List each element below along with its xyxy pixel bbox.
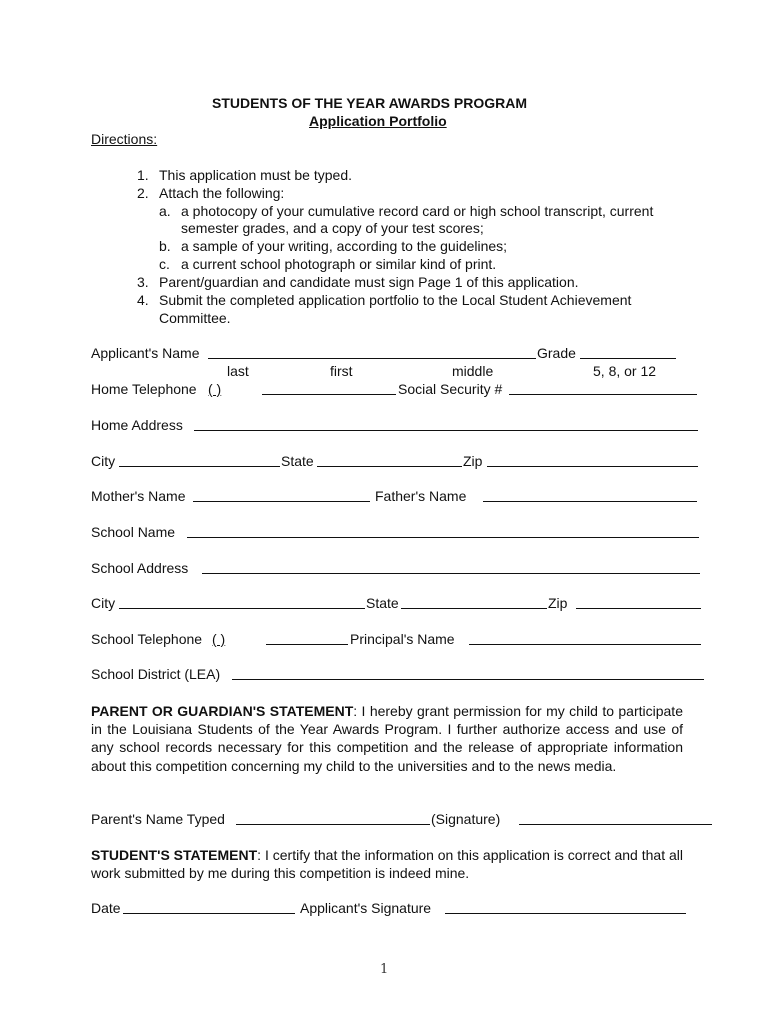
applicant-signature-field[interactable]	[445, 913, 686, 914]
home-address-field[interactable]	[194, 430, 698, 431]
school-telephone-label: School Telephone	[91, 631, 203, 647]
direction-subitem: semester grades, and a copy of your test scores;	[181, 220, 484, 236]
state-field[interactable]	[317, 466, 462, 467]
school-name-field[interactable]	[187, 537, 699, 538]
city-label: City	[91, 453, 116, 469]
home-telephone-field[interactable]	[262, 394, 396, 395]
principals-name-field[interactable]	[469, 644, 701, 645]
direction-item: Committee.	[159, 310, 231, 326]
fathers-name-field[interactable]	[483, 501, 697, 502]
direction-item: Parent/guardian and candidate must sign Page 1 of this application.	[159, 274, 579, 290]
home-telephone-area-code[interactable]: ( )	[208, 381, 222, 397]
school-district-label: School District (LEA)	[91, 666, 221, 682]
school-zip-field[interactable]	[576, 608, 701, 609]
direction-item: This application must be typed.	[159, 167, 352, 183]
mothers-name-field[interactable]	[193, 501, 370, 502]
last-hint: last	[227, 363, 249, 379]
direction-num: 2.	[137, 185, 149, 201]
first-hint: first	[330, 363, 353, 379]
parent-statement-text: : I hereby grant permission for my child to participate in the Louisiana Students of the Year Awards Program. I further authorize access and use of any school records necessary for this competition and the release of appropriate information about this competition concerning my child to the universities and to the news media.	[91, 703, 683, 774]
date-field[interactable]	[123, 913, 295, 914]
student-statement-label: STUDENT'S STATEMENT	[91, 847, 258, 863]
state-label: State	[281, 453, 314, 469]
grade-hint: 5, 8, or 12	[593, 363, 657, 379]
direction-item: Attach the following:	[159, 185, 285, 201]
principals-name-label: Principal's Name	[350, 631, 455, 647]
city-field[interactable]	[119, 466, 280, 467]
school-telephone-area-code[interactable]: ( )	[212, 631, 226, 647]
direction-subletter: c.	[159, 256, 170, 272]
school-city-field[interactable]	[119, 608, 365, 609]
direction-item: Submit the completed application portfolio to the Local Student Achievement	[159, 292, 632, 308]
school-name-label: School Name	[91, 524, 176, 540]
school-state-label: State	[366, 595, 399, 611]
date-label: Date	[91, 900, 121, 916]
parent-name-typed-label: Parent's Name Typed	[91, 811, 225, 827]
home-address-label: Home Address	[91, 417, 183, 433]
fathers-name-label: Father's Name	[375, 488, 467, 504]
mothers-name-label: Mother's Name	[91, 488, 186, 504]
direction-subitem: a current school photograph or similar kind of print.	[181, 256, 497, 272]
school-district-field[interactable]	[232, 679, 704, 680]
page-subtitle: Application Portfolio	[309, 113, 447, 129]
ssn-label: Social Security #	[398, 381, 503, 397]
ssn-field[interactable]	[509, 394, 697, 395]
applicant-signature-label: Applicant's Signature	[300, 900, 432, 916]
parent-name-typed-field[interactable]	[236, 824, 430, 825]
school-address-label: School Address	[91, 560, 189, 576]
applicant-name-field[interactable]	[208, 358, 536, 359]
grade-field[interactable]	[580, 358, 676, 359]
direction-num: 4.	[137, 292, 149, 308]
direction-subitem: a sample of your writing, according to the guidelines;	[181, 238, 508, 254]
applicant-name-label: Applicant's Name	[91, 345, 200, 361]
zip-field[interactable]	[487, 466, 698, 467]
page-number: 1	[380, 962, 389, 977]
direction-num: 1.	[137, 167, 149, 183]
zip-label: Zip	[463, 453, 483, 469]
grade-label: Grade	[537, 345, 576, 361]
school-address-field[interactable]	[202, 573, 700, 574]
middle-hint: middle	[452, 363, 494, 379]
direction-subletter: a.	[159, 203, 171, 219]
home-telephone-label: Home Telephone	[91, 381, 197, 397]
student-statement	[91, 846, 683, 882]
parent-signature-label: (Signature)	[431, 811, 501, 827]
student-statement-text: : I certify that the information on this application is correct and that all work submitted by me during this competition is indeed mine.	[91, 847, 683, 882]
directions-heading: Directions:	[91, 131, 158, 147]
parent-signature-field[interactable]	[519, 824, 712, 825]
school-telephone-field[interactable]	[266, 644, 348, 645]
parent-statement-label: PARENT OR GUARDIAN'S STATEMENT	[91, 703, 354, 719]
page-title: STUDENTS OF THE YEAR AWARDS PROGRAM	[212, 95, 528, 111]
direction-subletter: b.	[159, 238, 171, 254]
school-state-field[interactable]	[401, 608, 547, 609]
direction-subitem: a photocopy of your cumulative record card or high school transcript, current	[181, 203, 654, 219]
parent-statement	[91, 702, 683, 775]
school-zip-label: Zip	[548, 595, 568, 611]
direction-num: 3.	[137, 274, 149, 290]
school-city-label: City	[91, 595, 116, 611]
